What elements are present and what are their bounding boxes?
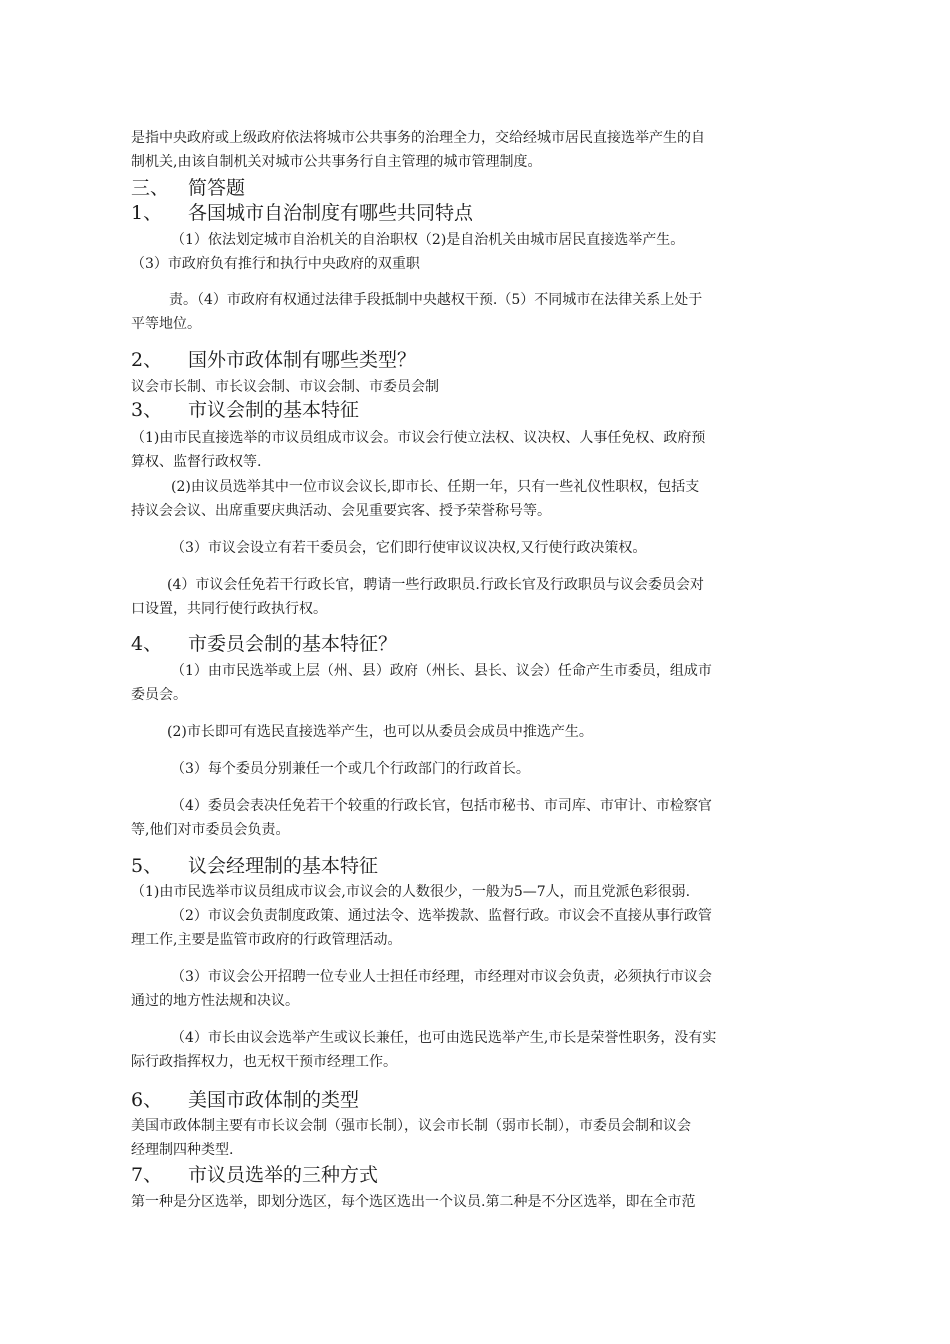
section-heading	[131, 632, 397, 656]
body-text-line: 委员会。	[131, 687, 187, 703]
body-text-line: 议会市长制、市长议会制、市议会制、市委员会制	[131, 379, 439, 395]
body-text-line: （3）市议会公开招聘一位专业人士担任市经理，市经理对市议会负责，必须执行市议会	[171, 969, 712, 985]
body-text-line: 制机关,由该自制机关对城市公共事务行自主管理的城市管理制度。	[131, 154, 542, 170]
section-heading	[131, 201, 473, 225]
body-text-line: （3）市议会设立有若干委员会，它们即行使审议议决权,又行使行政决策权。	[171, 540, 647, 556]
body-text-line: 责。（4）市政府有权通过法律手段抵制中央越权干预.（5）不同城市在法律关系上处于	[169, 292, 703, 308]
body-text-line: 是指中央政府或上级政府依法将城市公共事务的治理全力，交给经城市居民直接选举产生的自	[131, 130, 705, 146]
body-text-line: (2)由议员选举其中一位市议会议长,即市长、任期一年，只有一些礼仪性职权，包括支	[171, 479, 700, 495]
body-text-line: （4）委员会表决任免若干个较重的行政长官，包括市秘书、市司库、市审计、市检察官	[171, 798, 712, 814]
heading-text: 议会经理制的基本特征	[188, 855, 379, 877]
heading-number: 三、	[131, 177, 170, 199]
heading-number: 5、	[131, 855, 163, 877]
heading-number: 6、	[131, 1089, 163, 1111]
body-text-line: 口设置，共同行使行政执行权。	[131, 601, 327, 617]
heading-text: 简答题	[188, 177, 246, 199]
heading-text: 国外市政体制有哪些类型？	[188, 349, 417, 371]
heading-number: 4、	[131, 633, 163, 655]
body-text-line: 理工作,主要是监管市政府的行政管理活动。	[131, 932, 402, 948]
body-text-line: （1)由市民选举市议员组成市议会,市议会的人数很少，一般为5—7人，而且党派色彩很弱.	[131, 884, 691, 900]
heading-number: 3、	[131, 399, 163, 421]
section-heading	[131, 1163, 378, 1187]
heading-text: 市议会制的基本特征	[188, 399, 360, 421]
body-text-line: （3）市政府负有推行和执行中央政府的双重职	[131, 256, 420, 272]
body-text-line: 平等地位。	[131, 316, 201, 332]
body-text-line: （1）依法划定城市自治机关的自治职权（2)是自治机关由城市居民直接选举产生。	[171, 232, 685, 248]
body-text-line: 美国市政体制主要有市长议会制（强市长制），议会市长制（弱市长制），市委员会制和议会	[131, 1118, 691, 1134]
section-heading	[131, 1088, 359, 1112]
heading-text: 美国市政体制的类型	[188, 1089, 360, 1111]
body-text-line: (2)市长即可有选民直接选举产生，也可以从委员会成员中推选产生。	[167, 724, 593, 740]
body-text-line: （4）市长由议会选举产生或议长兼任，也可由选民选举产生,市长是荣誉性职务，没有实	[171, 1030, 717, 1046]
heading-number: 2、	[131, 349, 163, 371]
body-text-line: （2）市议会负责制度政策、通过法令、选举拨款、监督行政。市议会不直接从事行政管	[171, 908, 712, 924]
section-heading	[131, 176, 245, 200]
body-text-line: (4）市议会任免若干行政长官，聘请一些行政职员.行政长官及行政职员与议会委员会对	[167, 577, 704, 593]
body-text-line: 际行政指挥权力，也无权干预市经理工作。	[131, 1054, 397, 1070]
body-text-line: 第一种是分区选举，即划分选区，每个选区选出一个议员.第二种是不分区选举，即在全市范	[131, 1194, 696, 1210]
body-text-line: （1)由市民直接选举的市议员组成市议会。市议会行使立法权、议决权、人事任免权、政府预	[131, 430, 706, 446]
body-text-line: 算权、监督行政权等.	[131, 454, 262, 470]
body-text-line: （1）由市民选举或上层（州、县）政府（州长、县长、议会）任命产生市委员，组成市	[171, 663, 712, 679]
heading-number: 7、	[131, 1164, 163, 1186]
body-text-line: 经理制四种类型.	[131, 1142, 234, 1158]
body-text-line: （3）每个委员分别兼任一个或几个行政部门的行政首长。	[171, 761, 530, 777]
section-heading	[131, 398, 359, 422]
body-text-line: 持议会会议、出席重要庆典活动、会见重要宾客、授予荣誉称号等。	[131, 503, 551, 519]
section-heading	[131, 854, 378, 878]
heading-text: 市议员选举的三种方式	[188, 1164, 379, 1186]
body-text-line: 等,他们对市委员会负责。	[131, 822, 290, 838]
section-heading	[131, 348, 416, 372]
heading-text: 各国城市自治制度有哪些共同特点	[188, 202, 474, 224]
heading-number: 1、	[131, 202, 163, 224]
heading-text: 市委员会制的基本特征？	[188, 633, 398, 655]
body-text-line: 通过的地方性法规和决议。	[131, 993, 299, 1009]
